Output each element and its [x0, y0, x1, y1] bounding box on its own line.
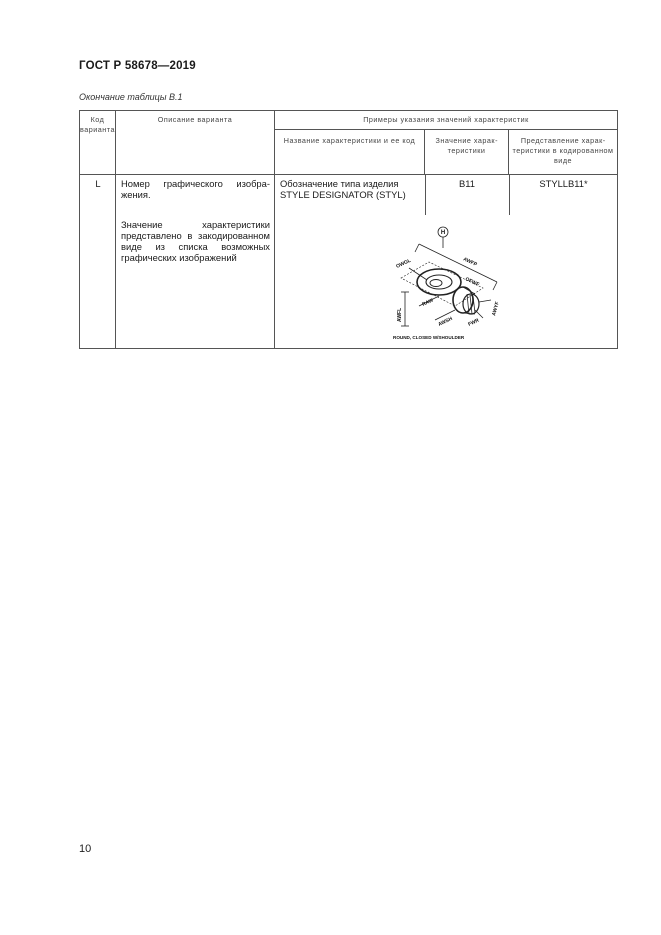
cell-description	[116, 175, 275, 349]
label-fwr: FWR	[467, 317, 481, 328]
table-caption: Окончание таблицы В.1	[79, 92, 183, 102]
table-b1	[79, 110, 618, 349]
cell-coded-repr: STYLLB11*	[539, 178, 588, 189]
description-part-1: Номер графического изображения.	[121, 178, 270, 200]
inner-divider-2	[509, 175, 510, 215]
header-examples: Примеры указания значений характеристик	[275, 111, 618, 130]
cell-examples-group	[275, 175, 618, 349]
page-number: 10	[79, 843, 92, 855]
inner-divider-1	[425, 175, 426, 215]
figure-title: ROUND, CLOSED W/SHOULDER	[393, 335, 465, 340]
label-raw: RAW	[421, 297, 435, 308]
standard-title: ГОСТ Р 58678—2019	[79, 60, 196, 72]
label-awyf: AWYF	[491, 301, 501, 317]
label-awfl: AWFL	[397, 307, 403, 322]
header-coded-repr: Представление характеристики в кодированном виде	[509, 130, 618, 175]
label-awsh: AWSH	[437, 316, 454, 328]
cell-code: L	[80, 175, 116, 349]
style-designator-drawing	[379, 222, 505, 342]
label-awfp: AWFP	[462, 256, 478, 268]
label-h: H	[440, 230, 446, 236]
description-part-2: Значение характеристики представлено в закодированном виде из списка возможных графических изображений	[121, 219, 270, 263]
cell-char-name: Обозначение типа изделия STYLE DESIGNATOR (STYL)	[280, 178, 406, 200]
header-description: Описание варианта	[116, 111, 275, 175]
header-char-name: Название характеристики и ее код	[275, 130, 425, 175]
label-owgl: OWGL	[395, 257, 412, 270]
header-code: Код варианта	[80, 111, 116, 175]
label-ofwf: OFWF	[464, 276, 481, 289]
cell-char-value: B11	[459, 178, 475, 189]
header-char-value: Значение характеристики	[425, 130, 509, 175]
